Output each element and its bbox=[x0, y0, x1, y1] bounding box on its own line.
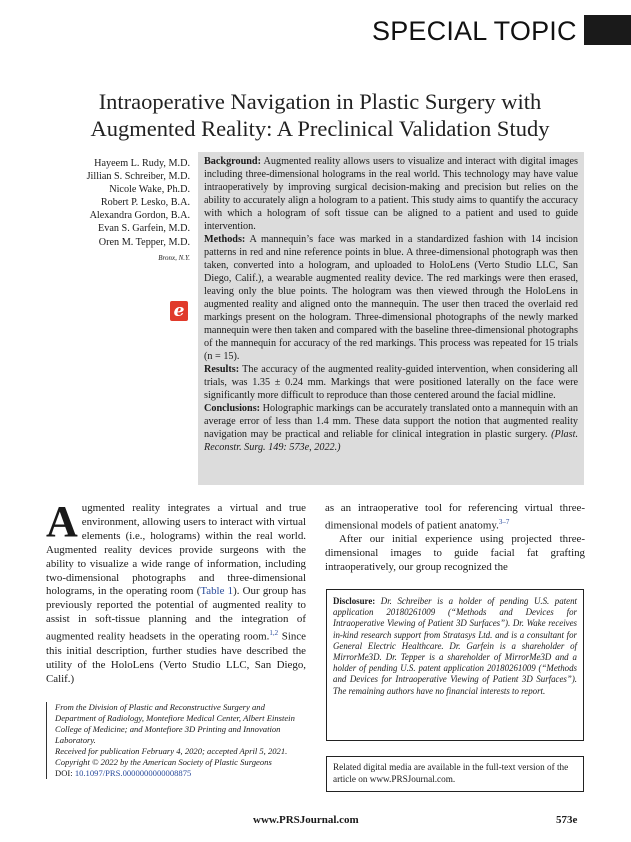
reference-link[interactable]: 3–7 bbox=[498, 517, 510, 526]
footnote-copyright: Copyright © 2022 by the American Society of Plastic Surgeons bbox=[55, 757, 272, 767]
abstract-background-text: Augmented reality allows users to visualize and interact with digital images including three-dimensional holograms in the real world. This technology may have value intraoperatively by improving surgical decision-making and precision but relies on the ability to accurately align a hologram to a patient. This study aims to quantify the accuracy with which a hologram of soft tissue can be aligned to a patient and used to guide intervention. bbox=[204, 156, 578, 232]
article-title-line-1: Intraoperative Navigation in Plastic Surgery with bbox=[98, 89, 542, 114]
abstract-conclusions-label: Conclusions: bbox=[204, 403, 261, 414]
table-1-link[interactable]: Table 1 bbox=[200, 585, 234, 598]
author: Hayeem L. Rudy, M.D. bbox=[94, 158, 190, 169]
abstract-conclusions bbox=[204, 402, 578, 454]
abstract-methods-text: A mannequin’s face was marked in a standardized fashion with 14 incision patterns in red and nine reference points in blue. A three-dimensional photograph was then taken, converted into a hologram, and uploaded to HoloLens (Verto Studio LLC, San Diego, Calif.), a wearable augmented reality device. The red markings were then erased, leaving only the blue points. The hologram was then viewed through the HoloLens in augmented reality and aligned onto the mannequin. The user then traced the overlaid red markings present on the hologram. Three-dimensional photographs of the newly marked mannequin were then taken and compared with the baseline three-dimensional photographs of the mannequin for accuracy of the red markings. This process was repeated for 15 trials (n = 15). bbox=[204, 234, 578, 362]
footnote-affiliation: From the Division of Plastic and Reconstructive Surgery and Department of Radiology, Montefiore Medical Center, Albert Einstein College of Medicine; and Montefiore 3D Printing and Innovation Laboratory. bbox=[55, 702, 295, 745]
author: Nicole Wake, Ph.D. bbox=[109, 184, 190, 196]
reference-link[interactable]: 1,2 bbox=[269, 629, 279, 638]
disclosure-text: Dr. Schreiber is a holder of pending U.S. patent application 20180261009 (“Methods and Devices for Intraoperative Viewing of Patient 3D Surfaces”). Dr. Wake receives in-kind research support from Stratasys Ltd. and is a consultant for General Electric Healthcare. Dr. Garfein is a shareholder of MirrorMe3D. Dr. Tepper is a shareholder of MirrorMe3D and a holder of pending U.S. patent application 20180261009 (“Methods and Devices for Intraoperative Viewing of Patient 3D Surfaces”). The remaining authors have no financial interests to report. bbox=[333, 596, 577, 696]
body-column-right bbox=[325, 502, 585, 575]
body-paragraph: After our initial experience using projected three-dimensional images to guide facial fat grafting intraoperatively, our group recognized the bbox=[325, 533, 585, 574]
article-title bbox=[40, 88, 600, 142]
abstract-background bbox=[204, 155, 578, 233]
author-location: Bronx, N.Y. bbox=[158, 253, 190, 262]
abstract-conclusions-text: Holographic markings can be accurately translated onto a mannequin with an average error of less than 1.4 mm. These data support the notion that augmented reality navigation may be practical and reliable for clinical integration in plastic surgery. bbox=[204, 403, 578, 440]
abstract-citation: (Plast. Reconstr. Surg. 149: 573e, 2022.) bbox=[204, 429, 578, 453]
footnote bbox=[46, 702, 308, 779]
author: Jillian S. Schreiber, M.D. bbox=[86, 171, 190, 183]
journal-url[interactable]: www.PRSJournal.com bbox=[253, 814, 359, 826]
abstract-results-text: The accuracy of the augmented reality-guided intervention, when considering all trials, was 1.35 ± 0.24 mm. Markings that were positioned laterally on the face were significantly more difficult to reproduce than those centered around the facial midline. bbox=[204, 364, 578, 401]
body-paragraph bbox=[325, 502, 585, 533]
body-text: as an intraoperative tool for referencing virtual three-dimensional models of patient anatomy. bbox=[325, 502, 585, 532]
article-title-line-2: Augmented Reality: A Preclinical Validation Study bbox=[90, 116, 550, 141]
abstract-methods bbox=[204, 233, 578, 363]
abstract-background-label: Background: bbox=[204, 156, 261, 167]
doi-link[interactable]: 10.1097/PRS.0000000000008875 bbox=[74, 768, 192, 778]
digital-media-box: Related digital media are available in the full-text version of the article on www.PRSJournal.com. bbox=[326, 756, 584, 792]
online-content-icon[interactable]: e bbox=[170, 301, 188, 321]
drop-cap: A bbox=[46, 497, 78, 546]
author: Evan S. Garfein, M.D. bbox=[98, 223, 190, 235]
abstract-results bbox=[204, 363, 578, 402]
author: Alexandra Gordon, B.A. bbox=[89, 210, 190, 222]
body-text: ugmented reality integrates a virtual and true environment, allowing users to interact with virtual elements (i.e., holograms) within the real world. Augmented reality devices provide surgeons with the ability to visualize a wide range of information, including two-dimensional photographs and three-dimensional holograms, in the operating room ( bbox=[46, 502, 306, 598]
footnote-received: Received for publication February 4, 2020; accepted April 5, 2021. bbox=[55, 746, 288, 756]
abstract-box bbox=[198, 152, 584, 485]
section-label: SPECIAL TOPIC bbox=[372, 16, 577, 46]
body-text: ). Our group has previously reported the potential of augmented reality to assist in soft-tissue planning and the integration of augmented reality headsets in the operating room. bbox=[46, 585, 306, 643]
disclosure-box bbox=[326, 589, 584, 741]
doi-label: DOI: bbox=[55, 768, 75, 778]
footnote-doi bbox=[55, 768, 308, 779]
abstract-methods-label: Methods: bbox=[204, 234, 246, 245]
section-label-bar bbox=[584, 15, 631, 45]
disclosure-label: Disclosure: bbox=[333, 596, 376, 606]
body-text: Since this initial description, further studies have described the utility of the HoloLens (Verto Studio LLC, San Diego, Calif.) bbox=[46, 630, 306, 685]
author: Robert P. Lesko, B.A. bbox=[100, 197, 190, 209]
author-list bbox=[56, 157, 190, 265]
abstract-results-label: Results: bbox=[204, 364, 240, 375]
author: Oren M. Tepper, M.D. bbox=[98, 236, 190, 248]
body-column-left bbox=[46, 497, 306, 686]
page-number: 573e bbox=[556, 814, 578, 826]
